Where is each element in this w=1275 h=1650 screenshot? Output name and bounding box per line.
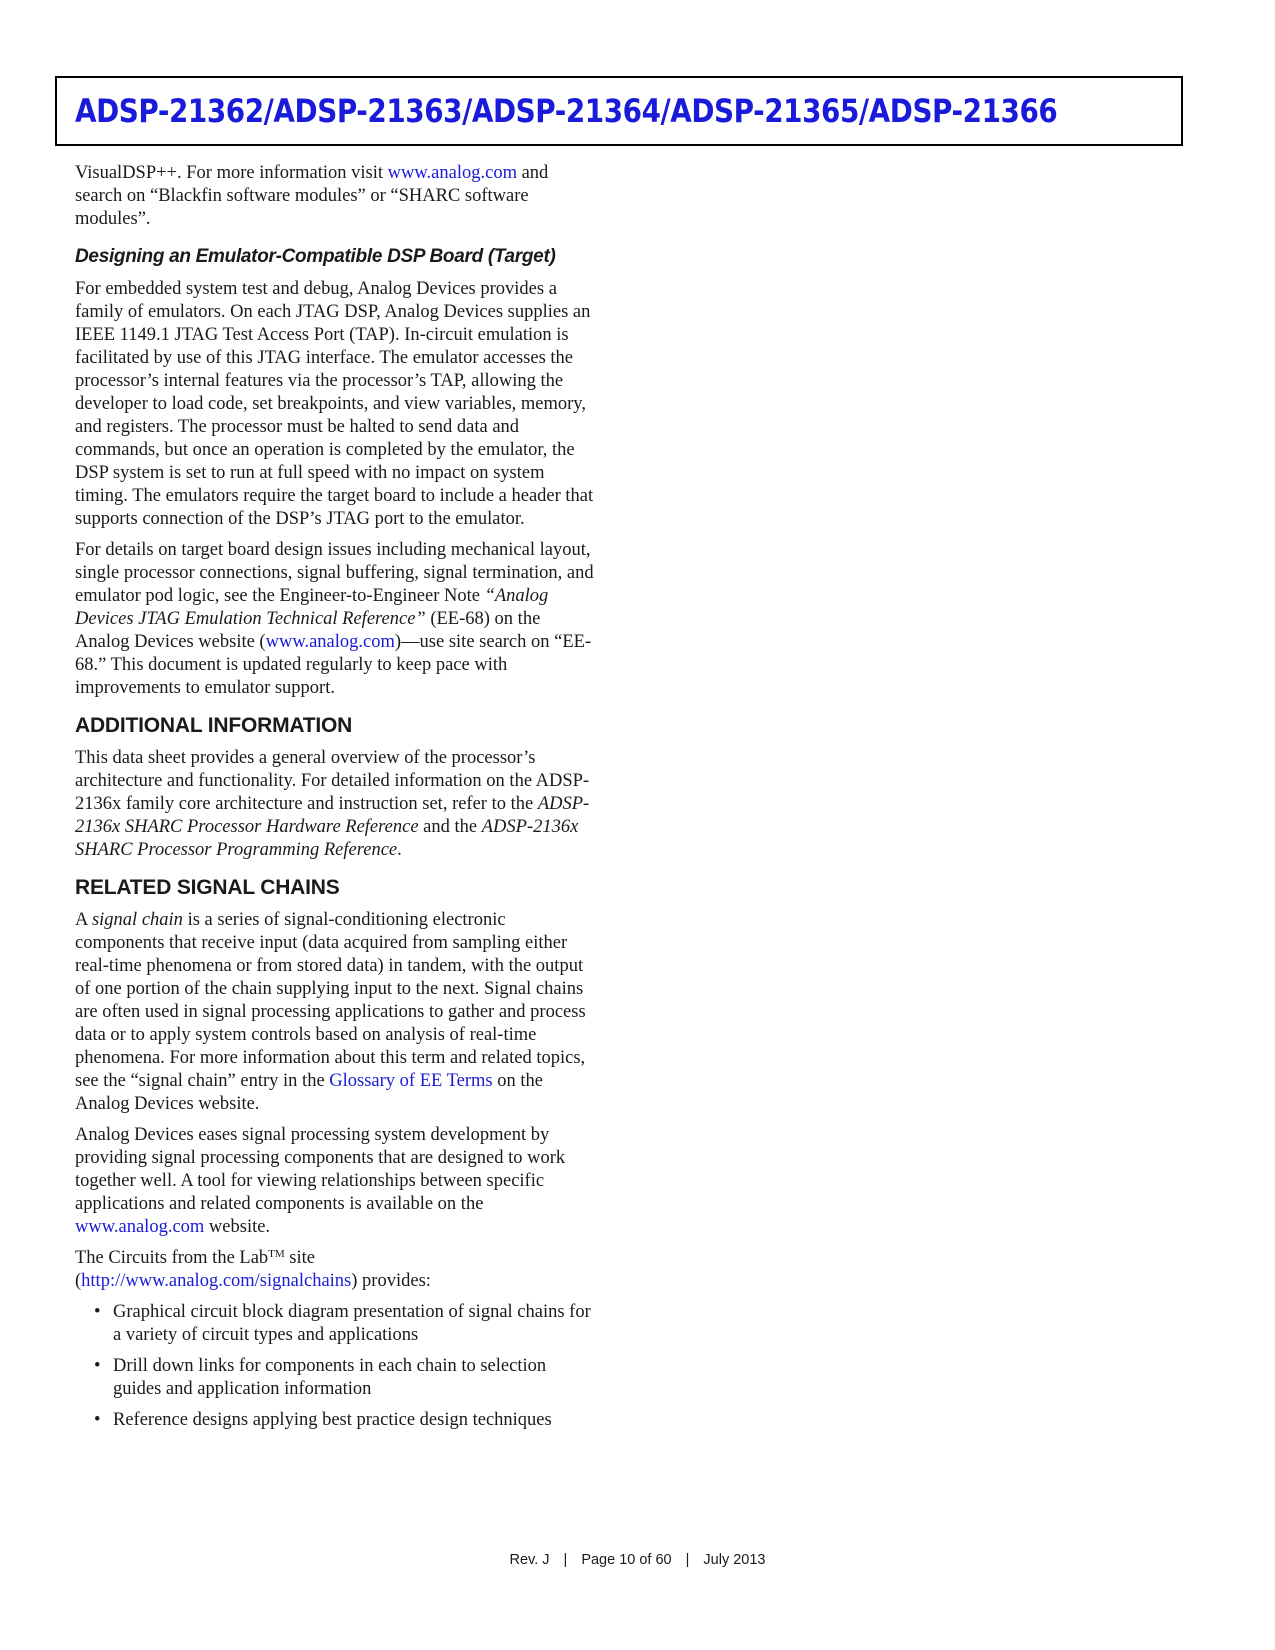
emulator-p2-text-c: )—use site search on “EE-68.” This document is updated regularly to keep pace with improvements to emulator support. [75,632,592,698]
signal-chain-term: signal chain [91,910,183,930]
list-item [75,1355,595,1401]
signal-chains-heading: RELATED SIGNAL CHAINS [75,876,340,899]
signal-p3-text-a: The Circuits from the Lab [75,1248,269,1268]
intro-paragraph [75,162,595,231]
paren-open: ( [75,1271,82,1291]
bullet-icon: • [94,1302,101,1322]
footer-separator: | [563,1552,568,1568]
signal-p3-text-b: site [284,1248,315,1268]
signal-chains-paragraph-3 [75,1247,595,1293]
header-box [55,76,1183,146]
trademark-mark: TM [268,1248,285,1260]
features-list [75,1301,595,1432]
analog-link[interactable]: www.analog.com [387,163,517,183]
intro-text-2: and search on “Blackfin software modules” or “SHARC software modules”. [75,163,549,229]
signalchains-link[interactable]: http://www.analog.com/signalchains [81,1271,352,1291]
main-column [75,162,595,1440]
page-footer [0,1552,1275,1568]
additional-text-a: This data sheet provides a general overview of the processor’s architecture and functionality. For detailed information on the ADSP-2136x family core architecture and instruction set, refer to the [75,748,590,814]
signal-p1-text-c: on the Analog Devices website. [75,1071,543,1114]
glossary-link[interactable]: Glossary of EE Terms [329,1071,493,1091]
list-item-text: Reference designs applying best practice design techniques [113,1410,552,1430]
additional-text-b: and the [418,817,482,837]
signal-p2-text-a: Analog Devices eases signal processing system development by providing signal processing components that are designed to work together well. A tool for viewing relationships between specific applications and related components is available on the [75,1125,566,1214]
publication-date: July 2013 [703,1552,766,1568]
revision-label: Rev. J [509,1552,550,1568]
signal-p1-text-a: A [75,910,92,930]
list-item-text: Graphical circuit block diagram presentation of signal chains for a variety of circuit types and applications [113,1302,591,1345]
signal-chains-paragraph-1 [75,909,595,1116]
page-number: Page 10 of 60 [581,1552,672,1568]
additional-info-heading: ADDITIONAL INFORMATION [75,714,353,737]
signal-chains-paragraph-2 [75,1124,595,1239]
emulator-heading: Designing an Emulator-Compatible DSP Board (Target) [75,246,556,267]
list-item [75,1409,595,1432]
emulator-paragraph-1: For embedded system test and debug, Analog Devices provides a family of emulators. On each JTAG DSP, Analog Devices supplies an IEEE 1149.1 JTAG Test Access Port (TAP). In-circuit emulation is facilitated by use of this JTAG interface. The emulator accesses the processor’s internal features via the processor’s TAP, allowing the developer to load code, set breakpoints, and view variables, memory, and registers. The processor must be halted to send data and commands, but once an operation is completed by the emulator, the DSP system is set to run at full speed with no impact on system timing. The emulators require the target board to include a header that supports connection of the DSP’s JTAG port to the emulator. [75,279,594,529]
page-title: ADSP-21362/ADSP-21363/ADSP-21364/ADSP-21365/ADSP-21366 [75,92,1058,130]
analog-link-2[interactable]: www.analog.com [265,632,395,652]
emulator-p2-text-a: For details on target board design issues including mechanical layout, single processor connections, signal buffering, signal termination, and emulator pod logic, see the Engineer-to-Engineer Note [75,540,594,606]
bullet-icon: • [94,1410,101,1430]
additional-info-paragraph [75,747,595,862]
footer-separator: | [685,1552,690,1568]
signal-p3-text-c: ) provides: [351,1271,431,1291]
hardware-reference-title: ADSP-2136x SHARC Processor Hardware Reference [75,794,590,837]
ee68-title: “Analog Devices JTAG Emulation Technical Reference” [75,586,549,629]
bullet-icon: • [94,1356,101,1376]
list-item [75,1301,595,1347]
intro-text-1: VisualDSP++. For more information visit [75,163,388,183]
emulator-paragraph-2 [75,539,595,700]
signal-p2-text-b: website. [204,1217,271,1237]
analog-link-3[interactable]: www.analog.com [75,1217,205,1237]
emulator-p2-text-b: (EE-68) on the Analog Devices website ( [75,609,541,652]
programming-reference-title: ADSP-2136x SHARC Processor Programming Reference [75,817,579,860]
additional-text-c: . [397,840,402,860]
signal-p1-text-b: is a series of signal-conditioning electronic components that receive input (data acquired from sampling either real-time phenomena or from stored data) in tandem, with the output of one portion of the chain supplying input to the next. Signal chains are often used in signal processing applications to gather and process data or to apply system controls based on analysis of real-time phenomena. For more information about this term and related topics, see the “signal chain” entry in the [75,910,586,1091]
list-item-text: Drill down links for components in each chain to selection guides and application information [113,1356,547,1399]
